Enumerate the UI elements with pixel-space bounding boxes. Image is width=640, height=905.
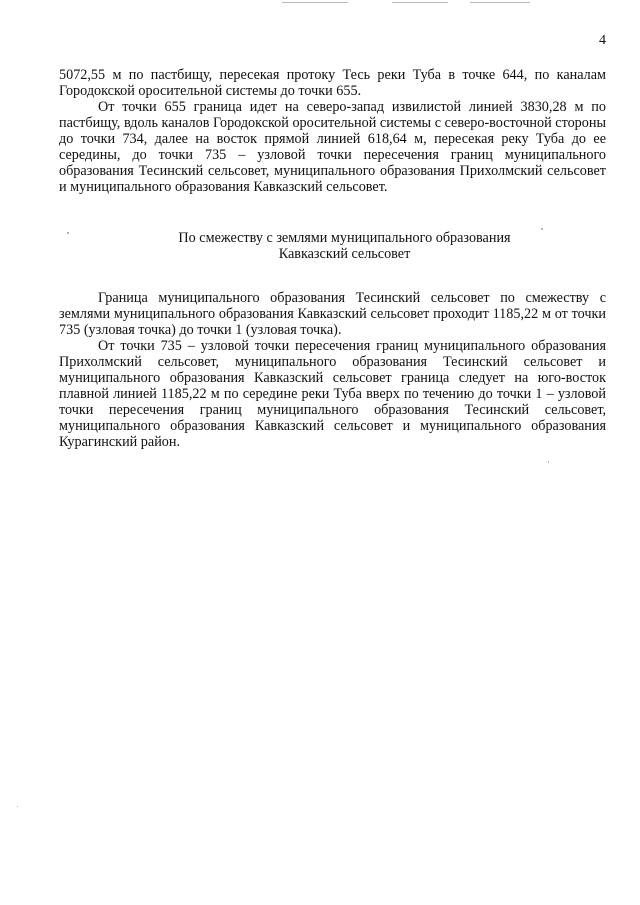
scan-artifact-line (392, 2, 448, 3)
paragraph-boundary-summary: Граница муниципального образования Тесинский сельсовет по смежеству с землями муниципального образования Кавказский сельсовет проходит 1185,22 м от точки 735 (узловая точка) до точки 1 (узловая точка). (59, 290, 606, 338)
scan-artifact-line (470, 2, 530, 3)
paragraph-boundary-route: От точки 735 – узловой точки пересечения границ муниципального образования Прихолмский сельсовет, муниципального образования Тесинский сельсовет и муниципального образования Кавказский сельсовет граница следует на юго-восток плавной линией 1185,22 м по середине реки Туба вверх по течению до точки 1 – узловой точки пересечения границ муниципального образования Тесинский сельсовет, муниципального образования Кавказский сельсовет и муниципального образования Курагинский район. (59, 338, 606, 450)
section-heading (59, 230, 606, 262)
scan-speck (17, 806, 18, 807)
page-number: 4 (599, 33, 606, 48)
section-heading-line-2: Кавказский сельсовет (278, 246, 411, 262)
section-heading-line-1: По смежеству с землями муниципального образования (178, 230, 511, 246)
document-body (59, 67, 606, 450)
scan-speck (67, 232, 69, 234)
scan-speck (548, 461, 549, 463)
paragraph-continuation: 5072,55 м по пастбищу, пересекая протоку Тесь реки Туба в точке 644, по каналам Городокской оросительной системы до точки 655. (59, 67, 606, 99)
paragraph-boundary-description: От точки 655 граница идет на северо-запад извилистой линией 3830,28 м по пастбищу, вдоль каналов Городокской оросительной системы с северо-восточной стороны до точки 734, далее на восток прямой линией 618,64 м, пересекая реку Туба до ее середины, до точки 735 – узловой точки пересечения границ муниципального образования Тесинский сельсовет, муниципального образования Прихолмский сельсовет и муниципального образования Кавказский сельсовет. (59, 99, 606, 195)
scan-artifact-line (282, 2, 348, 3)
scan-speck (541, 228, 543, 230)
